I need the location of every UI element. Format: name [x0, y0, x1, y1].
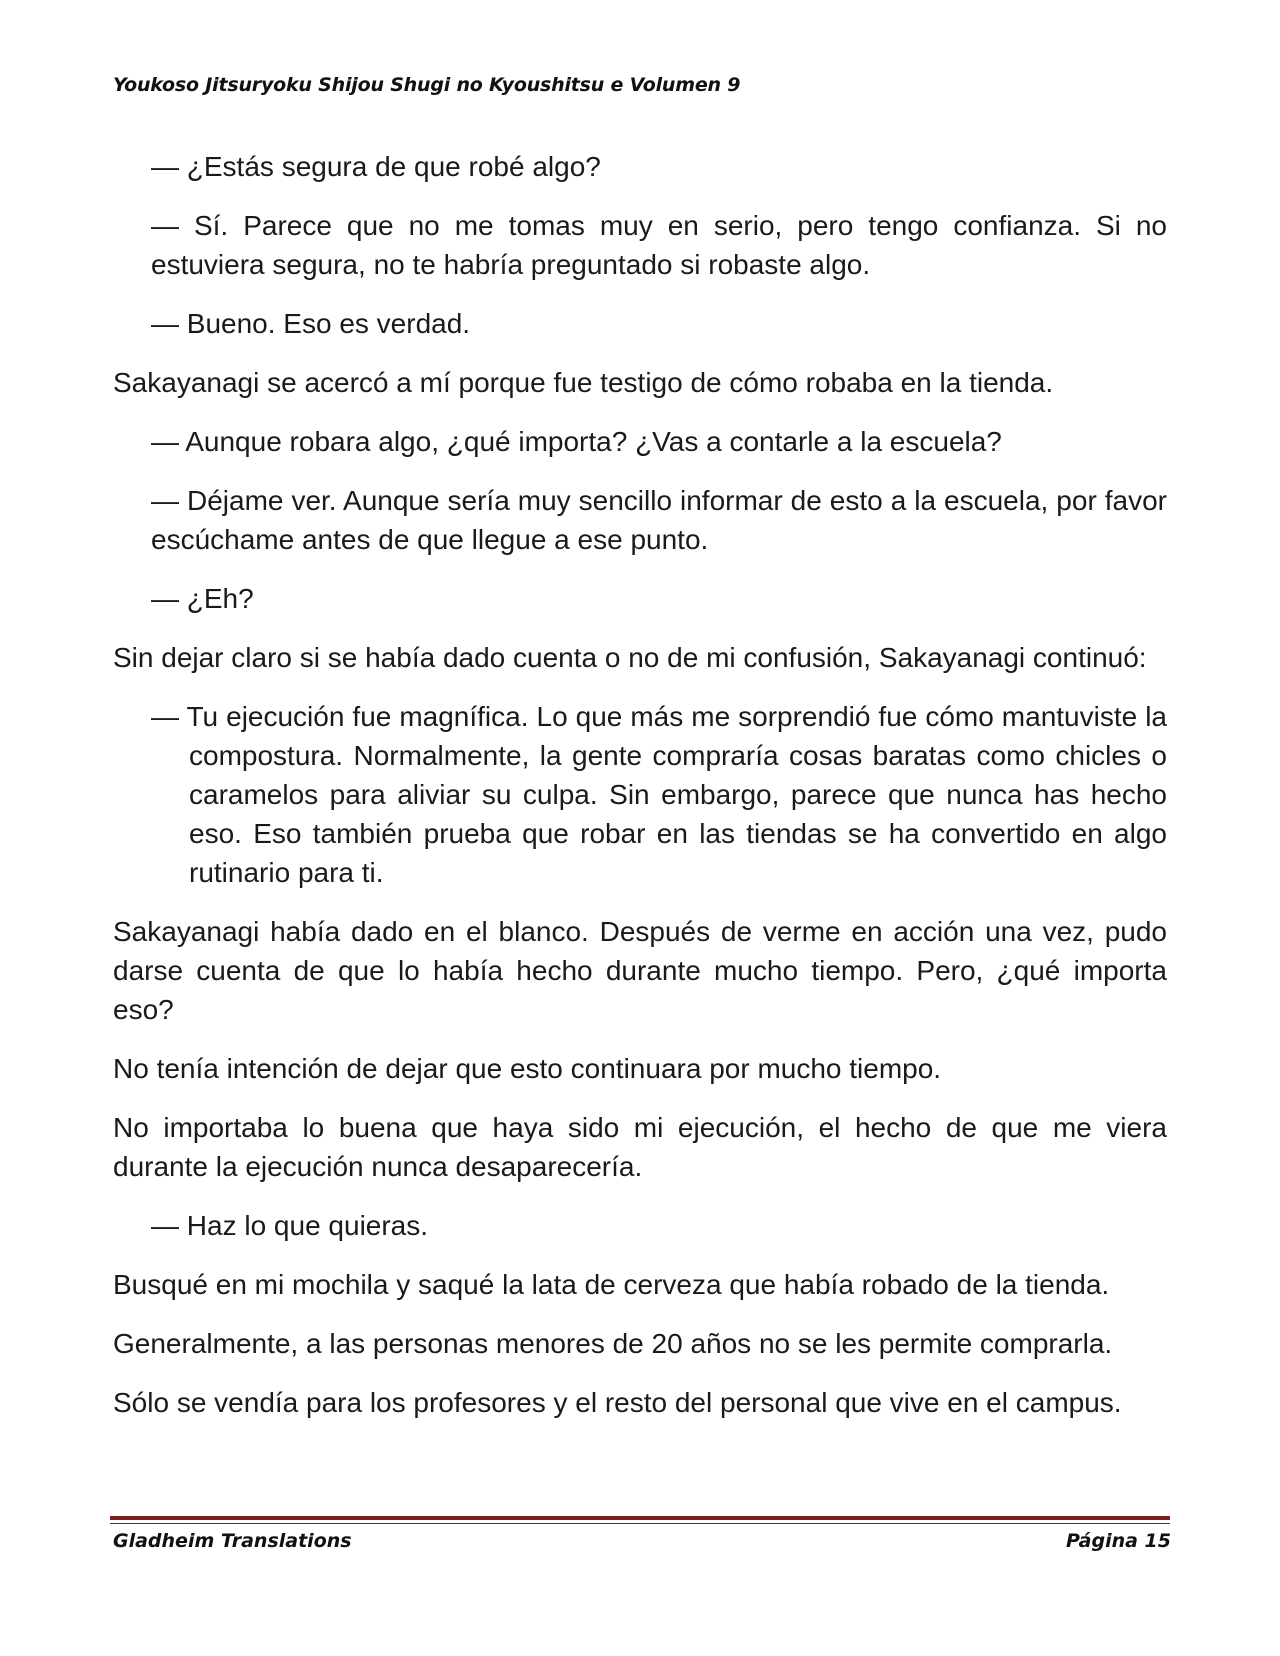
narration-paragraph: Sólo se vendía para los profesores y el resto del personal que vive en el campus.: [113, 1387, 1122, 1418]
narration-paragraph: No importaba lo buena que haya sido mi ejecución, el hecho de que me viera durante la ejecución nunca desaparecería.: [113, 1112, 1167, 1182]
dialogue-line: — Aunque robara algo, ¿qué importa? ¿Vas a contarle a la escuela?: [151, 426, 1002, 457]
footer-divider: [110, 1516, 1170, 1524]
narration-paragraph: No tenía intención de dejar que esto continuara por mucho tiempo.: [113, 1053, 942, 1084]
page-header-title: Youkoso Jitsuryoku Shijou Shugi no Kyoushitsu e Volumen 9: [113, 74, 741, 96]
footer-publisher: Gladheim Translations: [113, 1530, 352, 1552]
narration-paragraph: Generalmente, a las personas menores de 20 años no se les permite comprarla.: [113, 1328, 1113, 1359]
narration-paragraph: Sakayanagi había dado en el blanco. Después de verme en acción una vez, pudo darse cuenta de que lo había hecho durante mucho tiempo. Pero, ¿qué importa eso?: [113, 916, 1167, 1025]
dialogue-line: — Déjame ver. Aunque sería muy sencillo informar de esto a la escuela, por favor escúchame antes de que llegue a ese punto.: [151, 485, 1167, 555]
dialogue-line-hanging: — Tu ejecución fue magnífica. Lo que más me sorprendió fue cómo mantuviste la compostura. Normalmente, la gente compraría cosas baratas como chicles o caramelos para aliviar su culpa. Sin embargo, parece que nunca has hecho eso. Eso también prueba que robar en las tiendas se ha convertido en algo rutinario para ti.: [151, 701, 1167, 888]
dialogue-line: — Haz lo que quieras.: [151, 1210, 429, 1241]
narration-paragraph: Sin dejar claro si se había dado cuenta o no de mi confusión, Sakayanagi continuó:: [113, 642, 1147, 673]
dialogue-line: — Sí. Parece que no me tomas muy en serio, pero tengo confianza. Si no estuviera segura, no te habría preguntado si robaste algo.: [151, 210, 1167, 280]
page-body: [113, 147, 1167, 1442]
narration-paragraph: Busqué en mi mochila y saqué la lata de cerveza que había robado de la tienda.: [113, 1269, 1110, 1300]
footer-page-number: Página 15: [1065, 1530, 1171, 1552]
dialogue-line: — Bueno. Eso es verdad.: [151, 308, 471, 339]
narration-paragraph: Sakayanagi se acercó a mí porque fue testigo de cómo robaba en la tienda.: [113, 367, 1054, 398]
dialogue-line: — ¿Eh?: [151, 583, 254, 614]
dialogue-line: — ¿Estás segura de que robé algo?: [151, 151, 601, 182]
page-footer: [113, 1530, 1171, 1552]
